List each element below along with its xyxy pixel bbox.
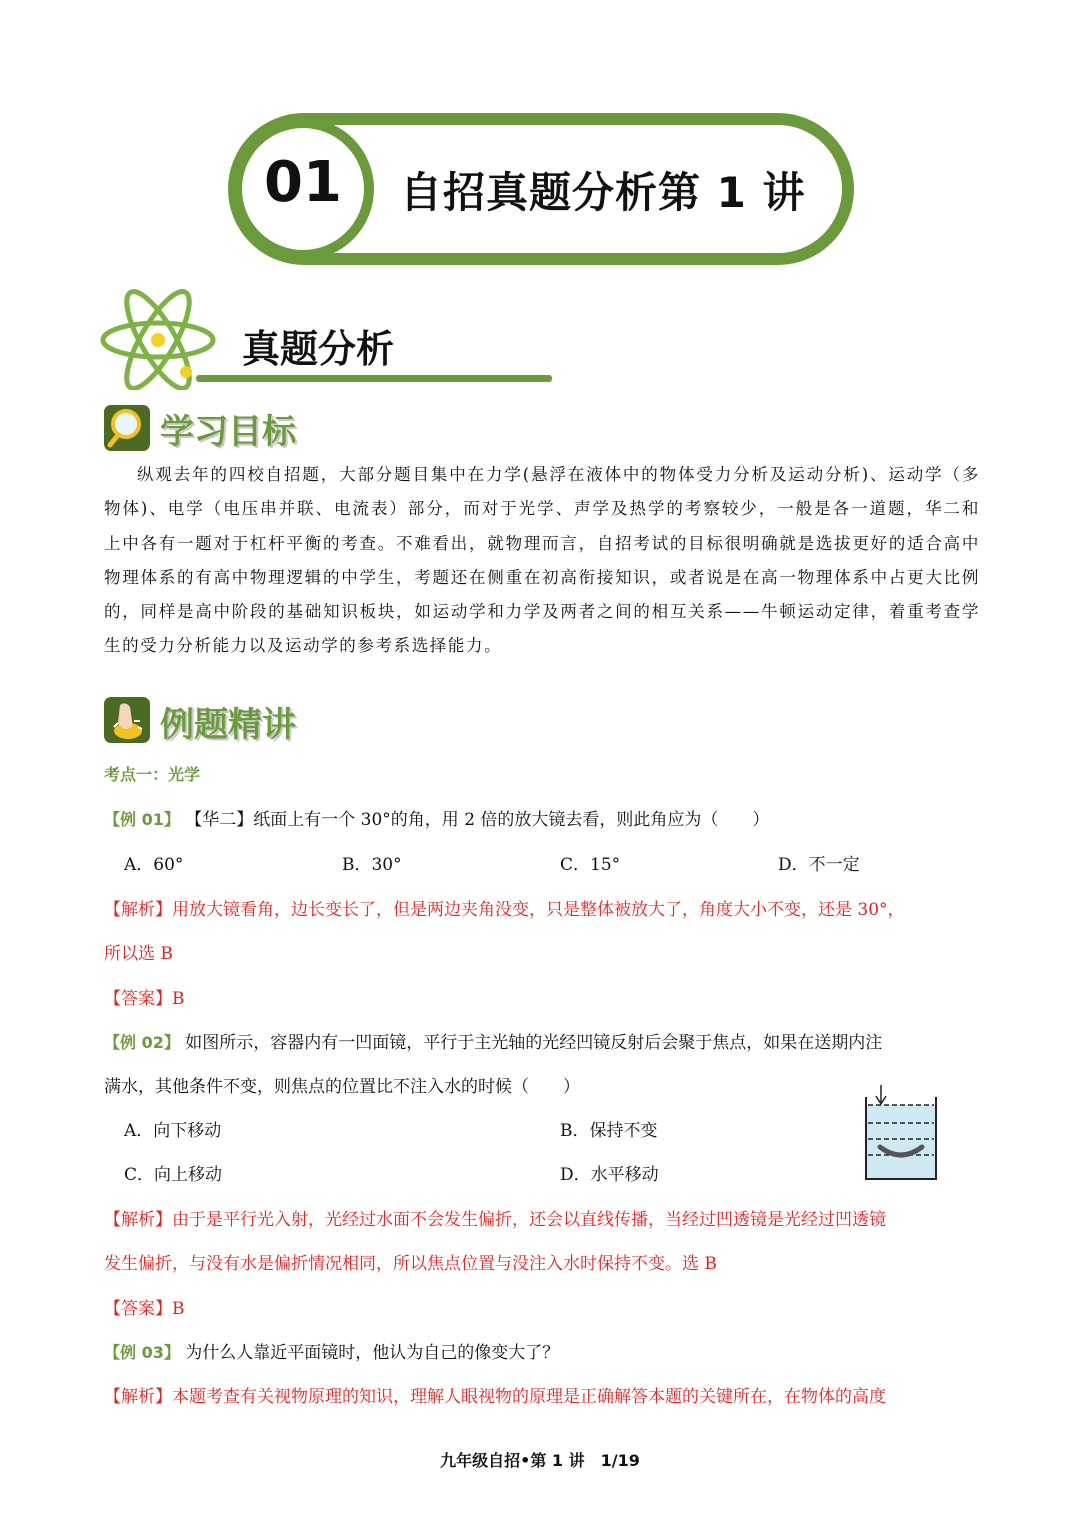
lecture-title: 自招真题分析第 1 讲 [400, 168, 806, 217]
example-02-text-line1: 如图所示，容器内有一凹面镜，平行于主光轴的光经凹镜反射后会聚于焦点，如果在送期内注 [185, 1033, 883, 1053]
example-02-analysis-label: 【解析】 [104, 1210, 172, 1230]
example-03-analysis [104, 1382, 886, 1407]
example-03-analysis-line1: 本题考查有关视物原理的知识，理解人眼视物的原理是正确解答本题的关键所在，在物体的高度 [172, 1387, 886, 1407]
example-02-question [104, 1028, 882, 1053]
topic-label: 考点一：光学 [104, 765, 201, 784]
page-footer: 九年级自招•第 1 讲 1/19 [440, 1451, 640, 1470]
example-01-option-b: B．30° [342, 855, 402, 875]
hand-pointer-icon [104, 697, 150, 743]
examples-heading: 例题精讲 [160, 705, 296, 745]
goals-paragraph: 纵观去年的四校自招题，大部分题目集中在力学(悬浮在液体中的物体受力分析及运动分析)、运动学（多物体)、电学（电压串并联、电流表）部分，而对于光学、声学及热学的考察较少，一般是各一道题，华二和上中各有一题对于杠杆平衡的考查。不难看出，就物理而言，自招考试的目标很明确就是选拔更好的适合高中物理体系的有高中物理逻辑的中学生，考题还在侧重在初高衔接知识，或者说是在高一物理体系中占更大比例的，同样是高中阶段的基础知识板块，如运动学和力学及两者之间的相互关系——牛顿运动定律，着重考查学生的受力分析能力以及运动学的参考系选择能力。 [104, 465, 980, 656]
example-01-option-d: D．不一定 [778, 855, 860, 875]
example-03-analysis-label: 【解析】 [104, 1387, 172, 1407]
container-mirror-diagram [862, 1083, 940, 1181]
example-01-answer-value: B [172, 989, 185, 1009]
example-02-option-c: C．向上移动 [124, 1165, 223, 1185]
example-02-answer [104, 1294, 185, 1319]
example-01-text: 纸面上有一个 30°的角，用 2 倍的放大镜去看，则此角应为（ ） [253, 810, 770, 830]
example-01-analysis-line2: 所以选 B [104, 944, 173, 964]
example-01-question [104, 805, 769, 830]
example-02-label: 【例 02】 [104, 1033, 180, 1052]
goals-heading: 学习目标 [160, 412, 296, 452]
example-01-answer-label: 【答案】 [104, 989, 172, 1009]
magnifier-icon [104, 405, 150, 451]
example-02-option-d: D．水平移动 [560, 1165, 659, 1185]
example-02-analysis-line1: 由于是平行光入射，光经过水面不会发生偏折，还会以直线传播，当经过凹透镜是光经过凹透镜 [172, 1210, 886, 1230]
example-03-text: 为什么人靠近平面镜时，他认为自己的像变大了？ [185, 1343, 560, 1363]
example-02-analysis [104, 1205, 886, 1230]
lecture-number: 01 [264, 150, 342, 215]
example-01-source: 【华二】 [185, 810, 254, 830]
example-01-option-a: A．60° [124, 855, 184, 875]
example-02-option-b: B．保持不变 [560, 1121, 658, 1141]
example-03-label: 【例 03】 [104, 1343, 180, 1362]
example-02-option-a: A．向下移动 [124, 1121, 222, 1141]
example-02-answer-value: B [172, 1299, 185, 1319]
example-02-answer-label: 【答案】 [104, 1299, 172, 1319]
example-01-analysis [104, 895, 905, 920]
example-03-question [104, 1338, 559, 1363]
example-01-option-c: C．15° [560, 855, 621, 875]
example-01-answer [104, 984, 185, 1009]
example-01-analysis-label: 【解析】 [104, 900, 172, 920]
example-02-text-line2: 满水，其他条件不变，则焦点的位置比不注入水的时候（ ） [104, 1077, 580, 1097]
section-underline [196, 375, 552, 382]
section-title: 真题分析 [242, 327, 395, 371]
example-02-analysis-line2: 发生偏折，与没有水是偏折情况相同，所以焦点位置与没注入水时保持不变。选 B [104, 1254, 717, 1274]
example-01-analysis-line1: 用放大镜看角，边长变长了，但是两边夹角没变，只是整体被放大了，角度大小不变，还是 30°， [172, 900, 905, 920]
example-01-label: 【例 01】 [104, 810, 180, 829]
